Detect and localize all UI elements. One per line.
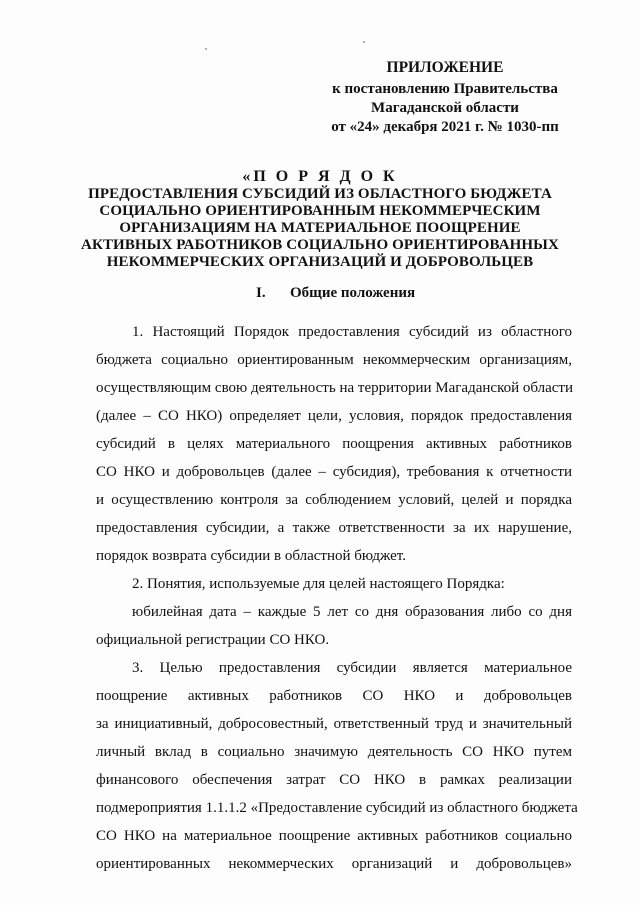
paragraph-line: ориентированных некоммерческих организаций и добровольцев» (96, 856, 572, 872)
paragraph-line: 1. Настоящий Порядок предоставления субсидий из областного (132, 324, 572, 340)
paragraph-line: личный вклад в социально значимую деятельность СО НКО путем (96, 744, 572, 760)
order-heading-line: ПРЕДОСТАВЛЕНИЯ СУБСИДИЙ ИЗ ОБЛАСТНОГО БЮДЖЕТА (88, 186, 552, 202)
paragraph-line: СО НКО и добровольцев (далее – субсидия), требования к отчетности (96, 464, 572, 480)
paragraph-line: 3. Целью предоставления субсидии является материальное (132, 660, 572, 676)
paragraph-line: подмероприятия 1.1.1.2 «Предоставление субсидий из областного бюджета (96, 800, 578, 816)
paragraph-line: предоставления субсидии, а также ответственности за их нарушение, (96, 520, 572, 536)
appendix-line: от «24» декабря 2021 г. № 1030-пп (331, 119, 559, 135)
paragraph-line: субсидий в целях материального поощрения активных работников (96, 436, 572, 452)
order-word: «П О Р Я Д О К (242, 168, 398, 185)
paragraph-line: и осуществлению контроля за соблюдением условий, целей и порядка (96, 492, 572, 508)
paragraph-line: порядок возврата субсидии в областной бюджет. (96, 548, 406, 564)
appendix-line: к постановлению Правительства (332, 81, 558, 97)
paragraph-line: бюджета социально ориентированным некоммерческим организациям, (96, 352, 572, 368)
order-heading-line: ОРГАНИЗАЦИЯМ НА МАТЕРИАЛЬНОЕ ПООЩРЕНИЕ (119, 220, 521, 236)
section-number: I. (256, 285, 266, 301)
paragraph-line: за инициативный, добросовестный, ответственный труд и значительный (96, 716, 572, 732)
paragraph-line: 2. Понятия, используемые для целей настоящего Порядка: (132, 576, 505, 592)
paragraph-line: финансового обеспечения затрат СО НКО в рамках реализации (96, 772, 572, 788)
paragraph-line: (далее – СО НКО) определяет цели, условия, порядок предоставления (96, 408, 572, 424)
order-heading-line: АКТИВНЫХ РАБОТНИКОВ СОЦИАЛЬНО ОРИЕНТИРОВАННЫХ (81, 237, 559, 253)
paragraph-line: осуществляющим свою деятельность на территории Магаданской области (96, 380, 574, 396)
scan-speck (363, 41, 365, 43)
scan-speck (205, 48, 207, 50)
appendix-line: Магаданской области (371, 100, 519, 116)
order-heading-line: НЕКОММЕРЧЕСКИХ ОРГАНИЗАЦИЙ И ДОБРОВОЛЬЦЕВ (106, 254, 534, 270)
appendix-title: ПРИЛОЖЕНИЕ (386, 59, 504, 76)
paragraph-line: СО НКО на материальное поощрение активных работников социально (96, 828, 572, 844)
paragraph-line: официальной регистрации СО НКО. (96, 632, 330, 648)
paragraph-line: поощрение активных работников СО НКО и добровольцев (96, 688, 572, 704)
section-title: Общие положения (290, 285, 416, 301)
paragraph-line: юбилейная дата – каждые 5 лет со дня образования либо со дня (132, 604, 572, 620)
order-heading-line: СОЦИАЛЬНО ОРИЕНТИРОВАННЫМ НЕКОММЕРЧЕСКИМ (99, 203, 541, 219)
